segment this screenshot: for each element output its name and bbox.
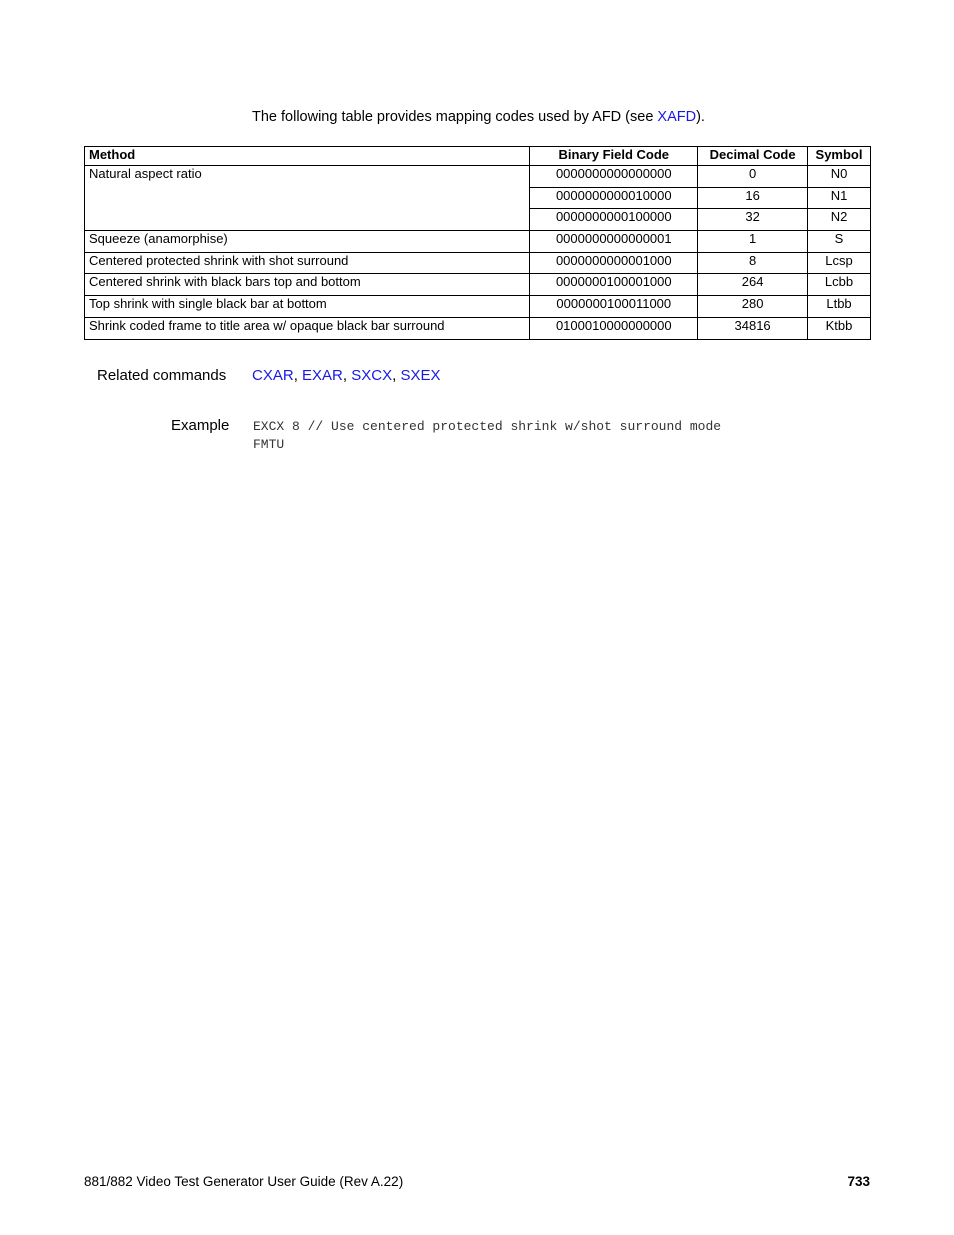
binary-cell: 0000000000000001: [530, 231, 698, 253]
symbol-cell: Lcsp: [808, 252, 871, 274]
symbol-cell: S: [808, 231, 871, 253]
example-label: Example: [171, 417, 230, 434]
header-decimal: Decimal Code: [698, 147, 808, 166]
method-cell: Squeeze (anamorphise): [85, 231, 530, 253]
table-row: [85, 231, 871, 253]
method-cell: Centered shrink with black bars top and bottom: [85, 274, 530, 296]
symbol-cell: Lcbb: [808, 274, 871, 296]
exar-link[interactable]: EXAR: [302, 367, 343, 384]
intro-text: The following table provides mapping codes used by AFD (see: [252, 109, 658, 125]
symbol-cell: Ltbb: [808, 296, 871, 318]
decimal-cell: 1: [698, 231, 808, 253]
decimal-cell: 8: [698, 252, 808, 274]
page-number: 733: [847, 1174, 870, 1189]
footer-title: 881/882 Video Test Generator User Guide (Rev A.22): [84, 1174, 404, 1189]
example-code-block: [253, 418, 721, 454]
binary-cell: 0000000100011000: [530, 296, 698, 318]
link-separator: ,: [342, 367, 352, 384]
header-method: Method: [85, 147, 530, 166]
symbol-cell: Ktbb: [808, 317, 871, 339]
table-row: [85, 166, 871, 188]
table-header-row: [85, 147, 871, 166]
sxex-link[interactable]: SXEX: [400, 367, 441, 384]
related-commands-label: Related commands: [97, 367, 227, 384]
table-row: [85, 317, 871, 339]
intro-paragraph: [252, 108, 705, 126]
decimal-cell: 16: [698, 187, 808, 209]
method-cell: Natural aspect ratio: [85, 166, 530, 231]
method-cell: Centered protected shrink with shot surround: [85, 252, 530, 274]
symbol-cell: N2: [808, 209, 871, 231]
table-row: [85, 274, 871, 296]
cxar-link[interactable]: CXAR: [252, 367, 294, 384]
link-separator: ,: [293, 367, 303, 384]
link-separator: ,: [392, 367, 401, 384]
decimal-cell: 280: [698, 296, 808, 318]
xafd-link[interactable]: XAFD: [657, 109, 697, 125]
binary-cell: 0000000100001000: [530, 274, 698, 296]
header-binary: Binary Field Code: [530, 147, 698, 166]
intro-text-end: ).: [696, 109, 705, 125]
sxcx-link[interactable]: SXCX: [351, 367, 393, 384]
decimal-cell: 0: [698, 166, 808, 188]
afd-mapping-table: [84, 146, 871, 340]
table-row: [85, 296, 871, 318]
binary-cell: 0000000000010000: [530, 187, 698, 209]
symbol-cell: N0: [808, 166, 871, 188]
binary-cell: 0000000000000000: [530, 166, 698, 188]
decimal-cell: 34816: [698, 317, 808, 339]
method-cell: Shrink coded frame to title area w/ opaque black bar surround: [85, 317, 530, 339]
header-symbol: Symbol: [808, 147, 871, 166]
decimal-cell: 32: [698, 209, 808, 231]
related-commands-links: [252, 367, 440, 385]
code-line: EXCX 8 // Use centered protected shrink w/shot surround mode: [253, 419, 722, 434]
binary-cell: 0000000000001000: [530, 252, 698, 274]
decimal-cell: 264: [698, 274, 808, 296]
table-row: [85, 252, 871, 274]
symbol-cell: N1: [808, 187, 871, 209]
method-cell: Top shrink with single black bar at bottom: [85, 296, 530, 318]
binary-cell: 0100010000000000: [530, 317, 698, 339]
binary-cell: 0000000000100000: [530, 209, 698, 231]
code-line: FMTU: [253, 437, 285, 452]
